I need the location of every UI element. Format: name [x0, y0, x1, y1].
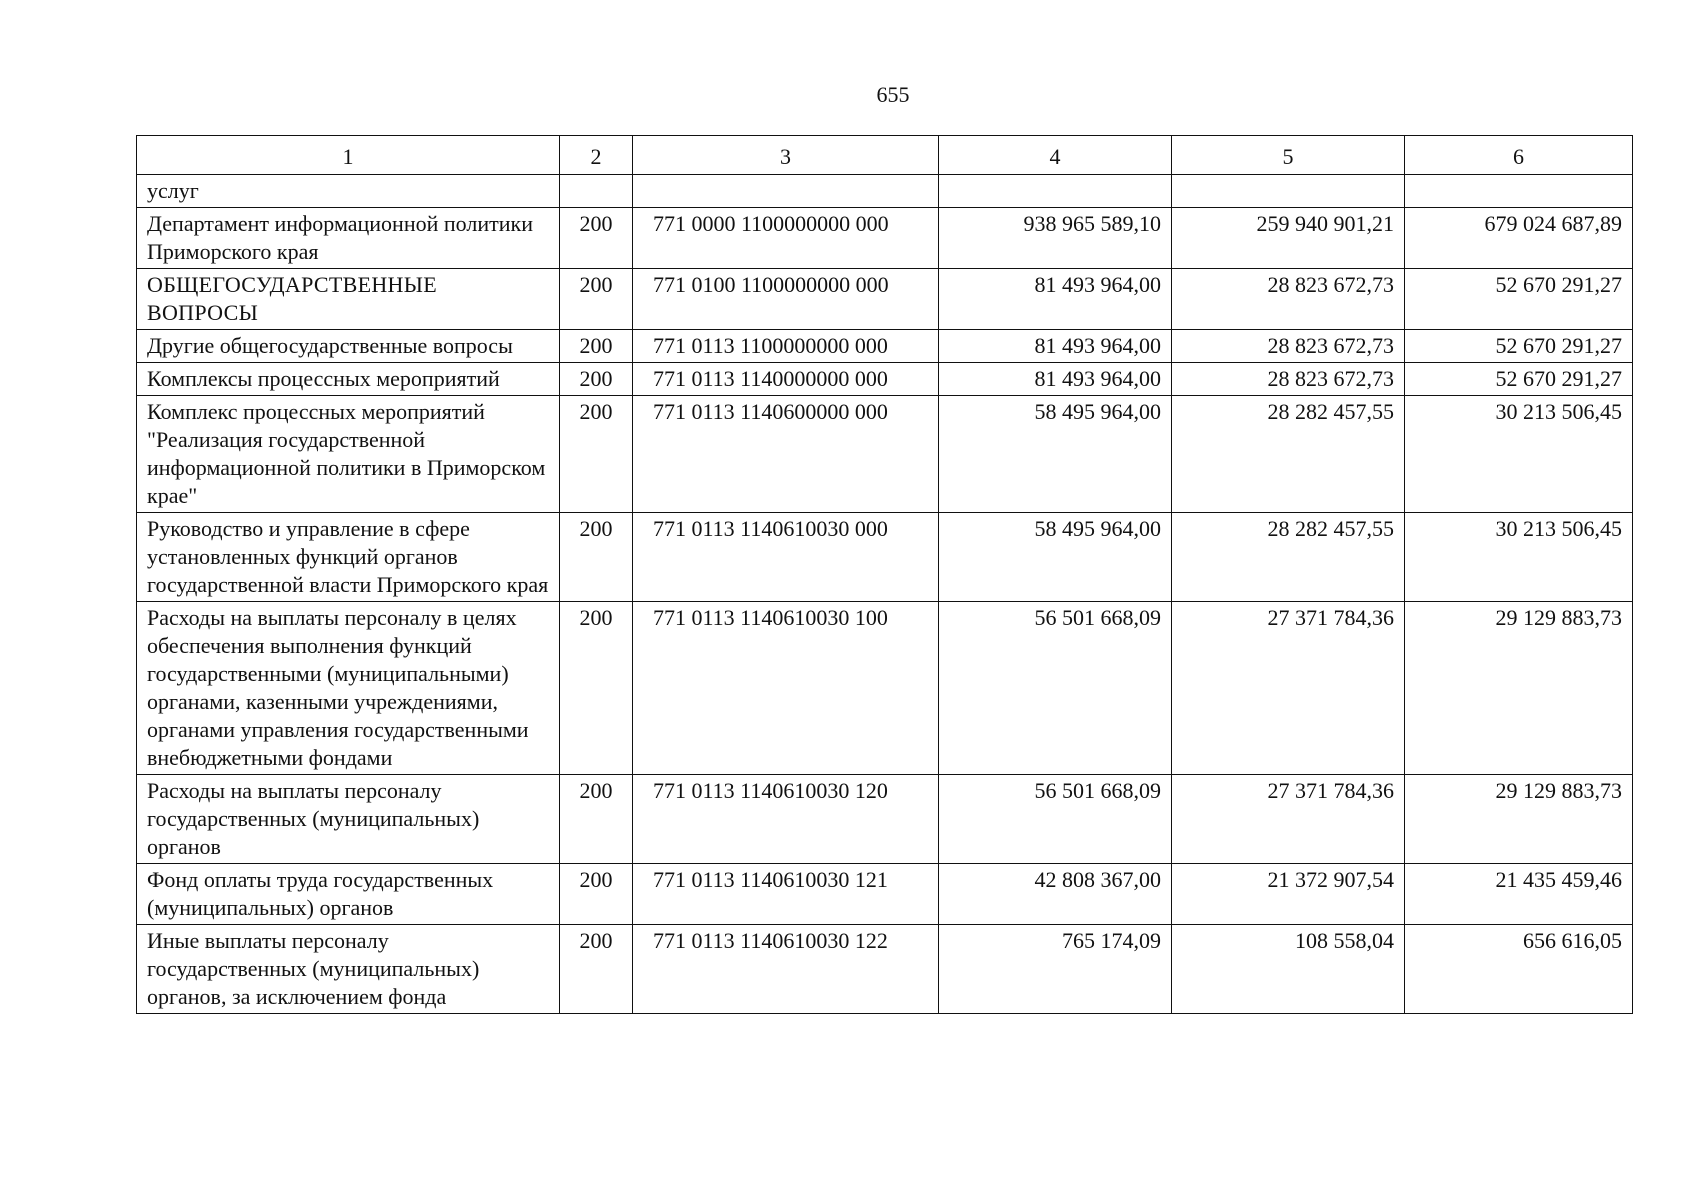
- row-value-4: 42 808 367,00: [939, 864, 1172, 925]
- table-row: [137, 602, 1633, 775]
- row-value-6: 21 435 459,46: [1405, 864, 1633, 925]
- row-value-4: 938 965 589,10: [939, 208, 1172, 269]
- row-grbs: 200: [560, 602, 633, 775]
- row-value-5: 27 371 784,36: [1172, 775, 1405, 864]
- row-code: 771 0113 1140610030 121: [633, 864, 939, 925]
- column-header-4: 4: [939, 136, 1172, 175]
- table-row: [137, 363, 1633, 396]
- row-name: ОБЩЕГОСУДАРСТВЕННЫЕ ВОПРОСЫ: [137, 269, 560, 330]
- row-code: 771 0113 1100000000 000: [633, 330, 939, 363]
- column-header-5: 5: [1172, 136, 1405, 175]
- row-name: Расходы на выплаты персоналу государственных (муниципальных) органов: [137, 775, 560, 864]
- row-value-6: 29 129 883,73: [1405, 602, 1633, 775]
- row-name: Иные выплаты персоналу государственных (муниципальных) органов, за исключением фонда: [137, 925, 560, 1014]
- row-value-6: 52 670 291,27: [1405, 363, 1633, 396]
- row-name: Расходы на выплаты персоналу в целях обеспечения выполнения функций государственными (муниципальными) органами, казенными учреждениями, органами управления государственными внебюджетными фондами: [137, 602, 560, 775]
- row-value-6: 30 213 506,45: [1405, 513, 1633, 602]
- row-value-5: 28 823 672,73: [1172, 363, 1405, 396]
- row-value-5: 108 558,04: [1172, 925, 1405, 1014]
- row-name: Фонд оплаты труда государственных (муниципальных) органов: [137, 864, 560, 925]
- row-value-5: 21 372 907,54: [1172, 864, 1405, 925]
- row-value-4: 81 493 964,00: [939, 330, 1172, 363]
- row-value-6: [1405, 175, 1633, 208]
- row-value-4: 56 501 668,09: [939, 602, 1172, 775]
- row-value-6: 29 129 883,73: [1405, 775, 1633, 864]
- row-grbs: 200: [560, 864, 633, 925]
- row-value-5: 27 371 784,36: [1172, 602, 1405, 775]
- row-grbs: [560, 175, 633, 208]
- table-row: [137, 208, 1633, 269]
- row-code: 771 0000 1100000000 000: [633, 208, 939, 269]
- row-value-5: 28 282 457,55: [1172, 513, 1405, 602]
- row-value-6: 656 616,05: [1405, 925, 1633, 1014]
- table-row: [137, 513, 1633, 602]
- row-value-5: [1172, 175, 1405, 208]
- column-header-6: 6: [1405, 136, 1633, 175]
- row-value-4: 81 493 964,00: [939, 363, 1172, 396]
- row-value-4: 58 495 964,00: [939, 513, 1172, 602]
- row-grbs: 200: [560, 925, 633, 1014]
- row-value-4: 58 495 964,00: [939, 396, 1172, 513]
- row-name: Другие общегосударственные вопросы: [137, 330, 560, 363]
- row-value-6: 679 024 687,89: [1405, 208, 1633, 269]
- row-name: Руководство и управление в сфере установленных функций органов государственной власти Приморского края: [137, 513, 560, 602]
- budget-table: [136, 135, 1633, 1014]
- row-code: 771 0113 1140610030 122: [633, 925, 939, 1014]
- row-value-6: 30 213 506,45: [1405, 396, 1633, 513]
- row-grbs: 200: [560, 775, 633, 864]
- page-number: 655: [876, 82, 910, 107]
- row-name: Комплексы процессных мероприятий: [137, 363, 560, 396]
- row-name: Комплекс процессных мероприятий "Реализация государственной информационной политики в Приморском крае": [137, 396, 560, 513]
- row-grbs: 200: [560, 269, 633, 330]
- row-grbs: 200: [560, 396, 633, 513]
- column-header-2: 2: [560, 136, 633, 175]
- row-code: 771 0100 1100000000 000: [633, 269, 939, 330]
- row-grbs: 200: [560, 363, 633, 396]
- row-value-5: 28 282 457,55: [1172, 396, 1405, 513]
- row-grbs: 200: [560, 513, 633, 602]
- row-code: 771 0113 1140610030 000: [633, 513, 939, 602]
- column-header-3: 3: [633, 136, 939, 175]
- table-row: [137, 864, 1633, 925]
- row-grbs: 200: [560, 330, 633, 363]
- row-value-6: 52 670 291,27: [1405, 269, 1633, 330]
- row-name: услуг: [137, 175, 560, 208]
- table-row: [137, 269, 1633, 330]
- row-name: Департамент информационной политики Приморского края: [137, 208, 560, 269]
- header-row: [137, 136, 1633, 175]
- row-value-4: 765 174,09: [939, 925, 1172, 1014]
- row-value-6: 52 670 291,27: [1405, 330, 1633, 363]
- table-row: [137, 330, 1633, 363]
- row-value-5: 28 823 672,73: [1172, 330, 1405, 363]
- row-code: 771 0113 1140610030 120: [633, 775, 939, 864]
- row-value-4: [939, 175, 1172, 208]
- row-value-4: 56 501 668,09: [939, 775, 1172, 864]
- table-row: [137, 775, 1633, 864]
- row-value-5: 259 940 901,21: [1172, 208, 1405, 269]
- row-code: 771 0113 1140610030 100: [633, 602, 939, 775]
- table-row: [137, 175, 1633, 208]
- row-value-4: 81 493 964,00: [939, 269, 1172, 330]
- table-row: [137, 396, 1633, 513]
- row-grbs: 200: [560, 208, 633, 269]
- row-code: 771 0113 1140600000 000: [633, 396, 939, 513]
- row-code: [633, 175, 939, 208]
- table-row: [137, 925, 1633, 1014]
- column-header-1: 1: [137, 136, 560, 175]
- row-value-5: 28 823 672,73: [1172, 269, 1405, 330]
- row-code: 771 0113 1140000000 000: [633, 363, 939, 396]
